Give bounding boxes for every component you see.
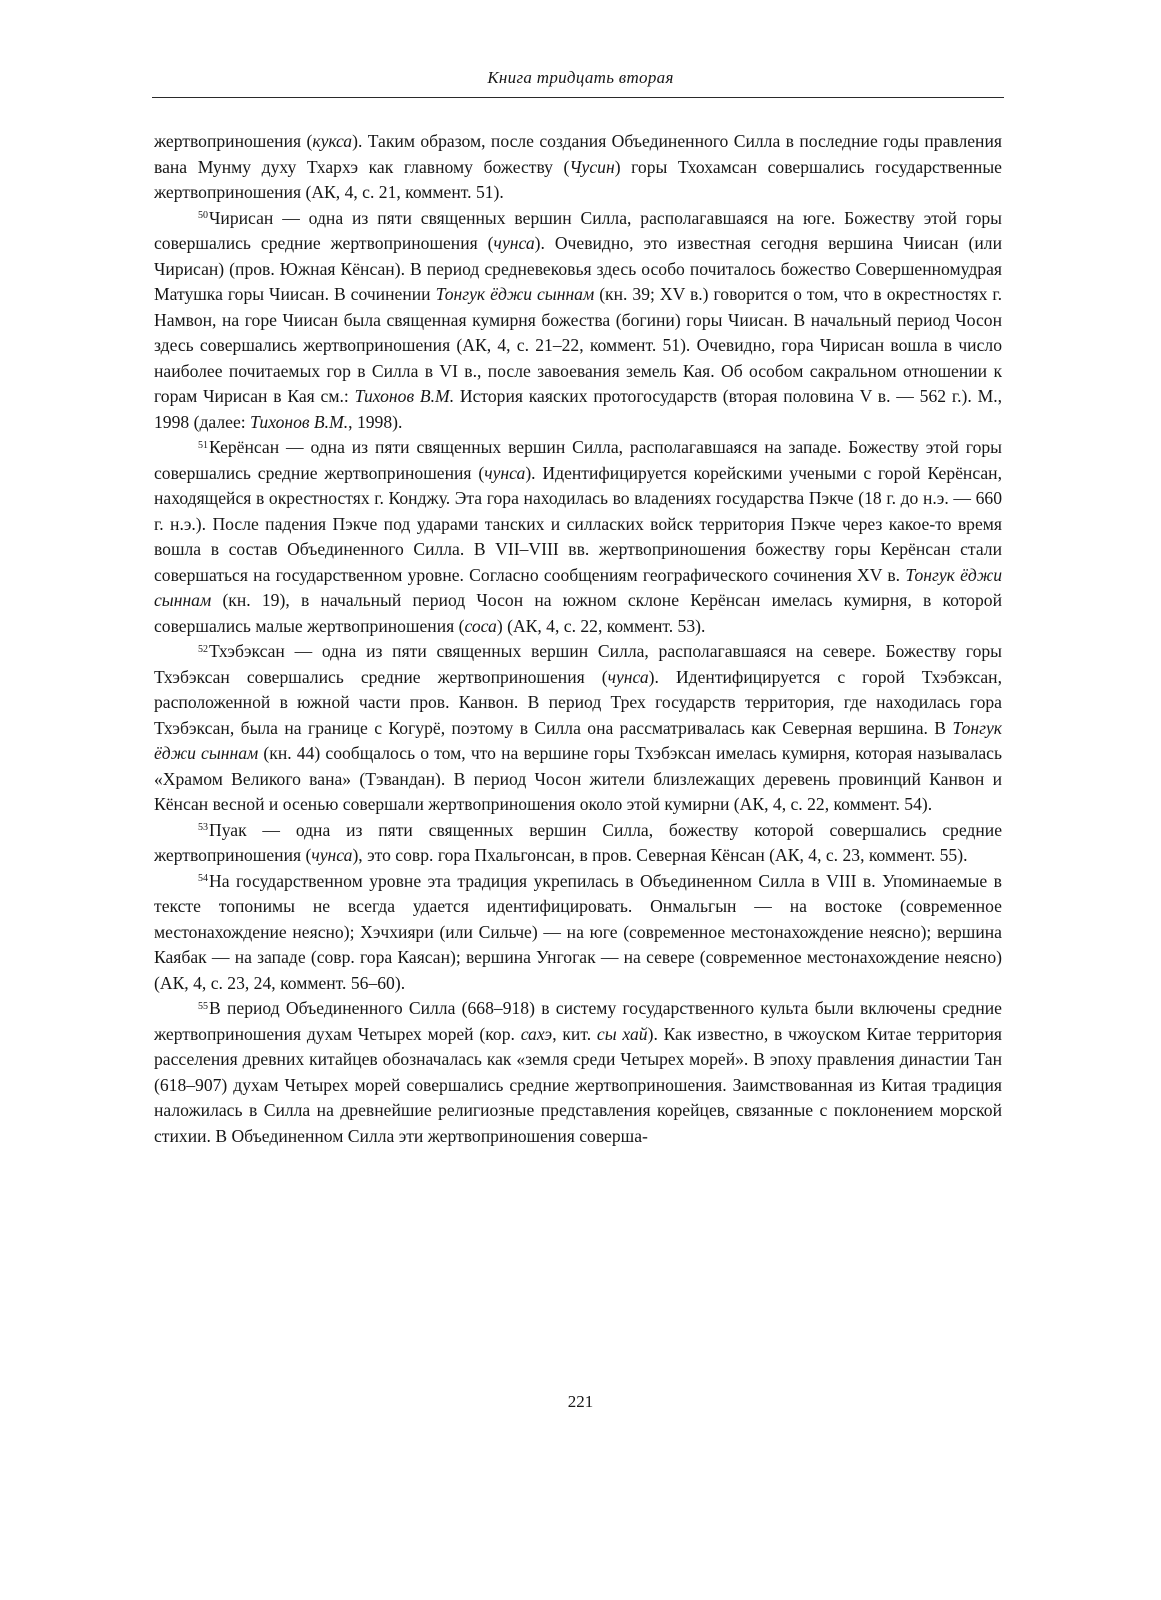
- footnote-paragraph: [154, 818, 1002, 869]
- italic-term: Тонгук ёджи сыннам: [154, 564, 1002, 610]
- text-run: Чирисан — одна из пяти священных вершин Силла, располагавшаяся на юге. Божеству этой горы совершались средние жертвоприношения (: [154, 207, 1002, 253]
- footnote-number: 51: [198, 439, 208, 451]
- italic-term: сахэ: [520, 1023, 553, 1044]
- italic-term: кукса: [312, 131, 353, 151]
- footnote-number: 50: [198, 210, 208, 221]
- page-body: [154, 129, 1002, 1149]
- italic-term: чунса: [607, 666, 649, 687]
- text-run: жертвоприношения (: [154, 131, 313, 151]
- italic-term: Чусин: [569, 156, 615, 177]
- text-run: (кн. 39; XV в.) говорится о том, что в окрестностях г. Намвон, на горе Чиисан была священная кумирня божества (богини) горы Чиисан. В начальный период Чосон здесь совершались жертвоприношения (АК, 4, с. 21–22, коммент. 51). Очевидно, гора Чирисан вошла в число наиболее почитаемых гор в Силла в VI в., после завоевания земель Кая. Об особом сакральном отношении к горам Чирисан в Кая см.:: [154, 284, 1003, 406]
- text-run: , кит.: [552, 1023, 597, 1044]
- footnote-number: 52: [198, 643, 208, 655]
- text-run: ). Таким образом, после создания Объединенного Силла в последние годы правления вана Мунму духу Тхархэ как главному божеству (: [154, 131, 1002, 177]
- text-run: Керёнсан — одна из пяти священных вершин Силла, располагавшаяся на западе. Божеству этой горы совершались средние жертвоприношения (: [154, 437, 1002, 483]
- text-run: , 1998).: [348, 411, 403, 432]
- italic-term: чунса: [493, 233, 535, 253]
- footnote-paragraph: [154, 996, 1002, 1149]
- text-run: Тхэбэксан — одна из пяти священных вершин Силла, располагавшаяся на севере. Божеству горы Тхэбэксан совершались средние жертвоприношения (: [154, 641, 1002, 687]
- body-paragraph: [154, 129, 1002, 206]
- text-run: Пуак — одна из пяти священных вершин Силла, божеству которой совершались средние жертвоприношения (: [154, 819, 1002, 865]
- text-run: ). Как известно, в чжоуском Китае территория расселения древних китайцев обозначалась как «земля среди Четырех морей». В эпоху правления династии Тан (618–907) духам Четырех морей совершались средние жертвоприношения. Заимствованная из Китая традиция наложилась в Силла на древнейшие религиозные представления корейцев, связанные с поклонением морской стихии. В Объединенном Силла эти жертвоприношения соверша-: [154, 1023, 1002, 1146]
- text-run: ) (АК, 4, с. 22, коммент. 53).: [496, 615, 706, 636]
- text-run: На государственном уровне эта традиция укрепилась в Объединенном Силла в VIII в. Упоминаемые в тексте топонимы не всегда удается идентифицировать. Онмальгын — на востоке (современное местонахождение неясно); Хэчхияри (или Сильче) — на юге (современное местонахождение неясно); вершина Каябак — на западе (совр. гора Каясан); вершина Унгогак — на севере (современное местонахождение неясно) (АК, 4, с. 23, 24, коммент. 56–60).: [154, 870, 1002, 993]
- text-run: ). Очевидно, это известная сегодня вершина Чиисан (или Чирисан) (пров. Южная Кёнсан). В период средневековья здесь особо почиталось божество Совершенномудрая Матушка горы Чиисан. В сочинении: [154, 233, 1002, 304]
- text-run: ), это совр. гора Пхальгонсан, в пров. Северная Кёнсан (АК, 4, с. 23, коммент. 55).: [352, 845, 968, 865]
- footnote-number: 53: [198, 822, 208, 833]
- text-run: ) горы Тхохамсан совершались государственные жертвоприношения (АК, 4, с. 21, коммент. 51).: [154, 156, 1002, 202]
- footnote-paragraph: [154, 639, 1002, 818]
- text-run: (кн. 19), в начальный период Чосон на южном склоне Керёнсан имелась кумирня, в которой совершались малые жертвоприношения (: [154, 590, 1002, 636]
- text-run: (кн. 44) сообщалось о том, что на вершине горы Тхэбэксан имелась кумирня, которая называлась «Храмом Великого вана» (Тэвандан). В период Чосон жители близлежащих деревень провинций Канвон и Кёнсан весной и осенью совершали жертвоприношения около этой кумирни (АК, 4, с. 22, коммент. 54).: [154, 743, 1002, 814]
- text-run: ). Идентифицируется корейскими учеными с горой Керёнсан, находящейся в окрестностях г. Конджу. Эта гора находилась во владениях государства Пэкче (18 г. до н.э. — 660 г. н.э.). После падения Пэкче под ударами танских и силласких войск территория Пэкче через какое-то время вошла в состав Объединенного Силла. В VII–VIII вв. жертвоприношения божеству горы Керёнсан стали совершаться на государственном уровне. Согласно сообщениям географического сочинения XV в.: [154, 462, 1002, 585]
- italic-term: Тонгук ёджи сыннам: [435, 284, 595, 304]
- italic-term: чунса: [484, 462, 526, 483]
- page-number: 221: [567, 1392, 594, 1411]
- footnote-number: 54: [198, 873, 208, 884]
- footnote-paragraph: [154, 206, 1002, 436]
- running-title: Книга тридцать вторая: [487, 68, 674, 87]
- italic-term: соса: [464, 615, 497, 636]
- footnote-number: 55: [198, 1000, 208, 1012]
- italic-term: Тихонов В.М.: [354, 386, 455, 406]
- italic-term: сы хай: [596, 1023, 648, 1044]
- text-run: В период Объединенного Силла (668–918) в систему государственного культа были включены средние жертвоприношения духам Четырех морей (кор.: [154, 998, 1002, 1044]
- header-rule: [152, 97, 1004, 98]
- footnote-paragraph: [154, 435, 1002, 639]
- italic-term: чунса: [311, 845, 353, 865]
- text-run: ). Идентифицируется с горой Тхэбэксан, расположенной в южной части пров. Канвон. В период Трех государств территория, где находилась гора Тхэбэксан, была на границе с Когурё, поэтому в Силла она рассматривалась как Северная вершина. В: [154, 666, 1002, 738]
- italic-term: Тонгук ёджи сыннам: [154, 717, 1002, 763]
- text-run: История каяских протогосударств (вторая половина V в. — 562 г.). М., 1998 (далее:: [154, 386, 1003, 432]
- footnote-paragraph: [154, 869, 1002, 997]
- italic-term: Тихонов В.М.: [250, 411, 349, 432]
